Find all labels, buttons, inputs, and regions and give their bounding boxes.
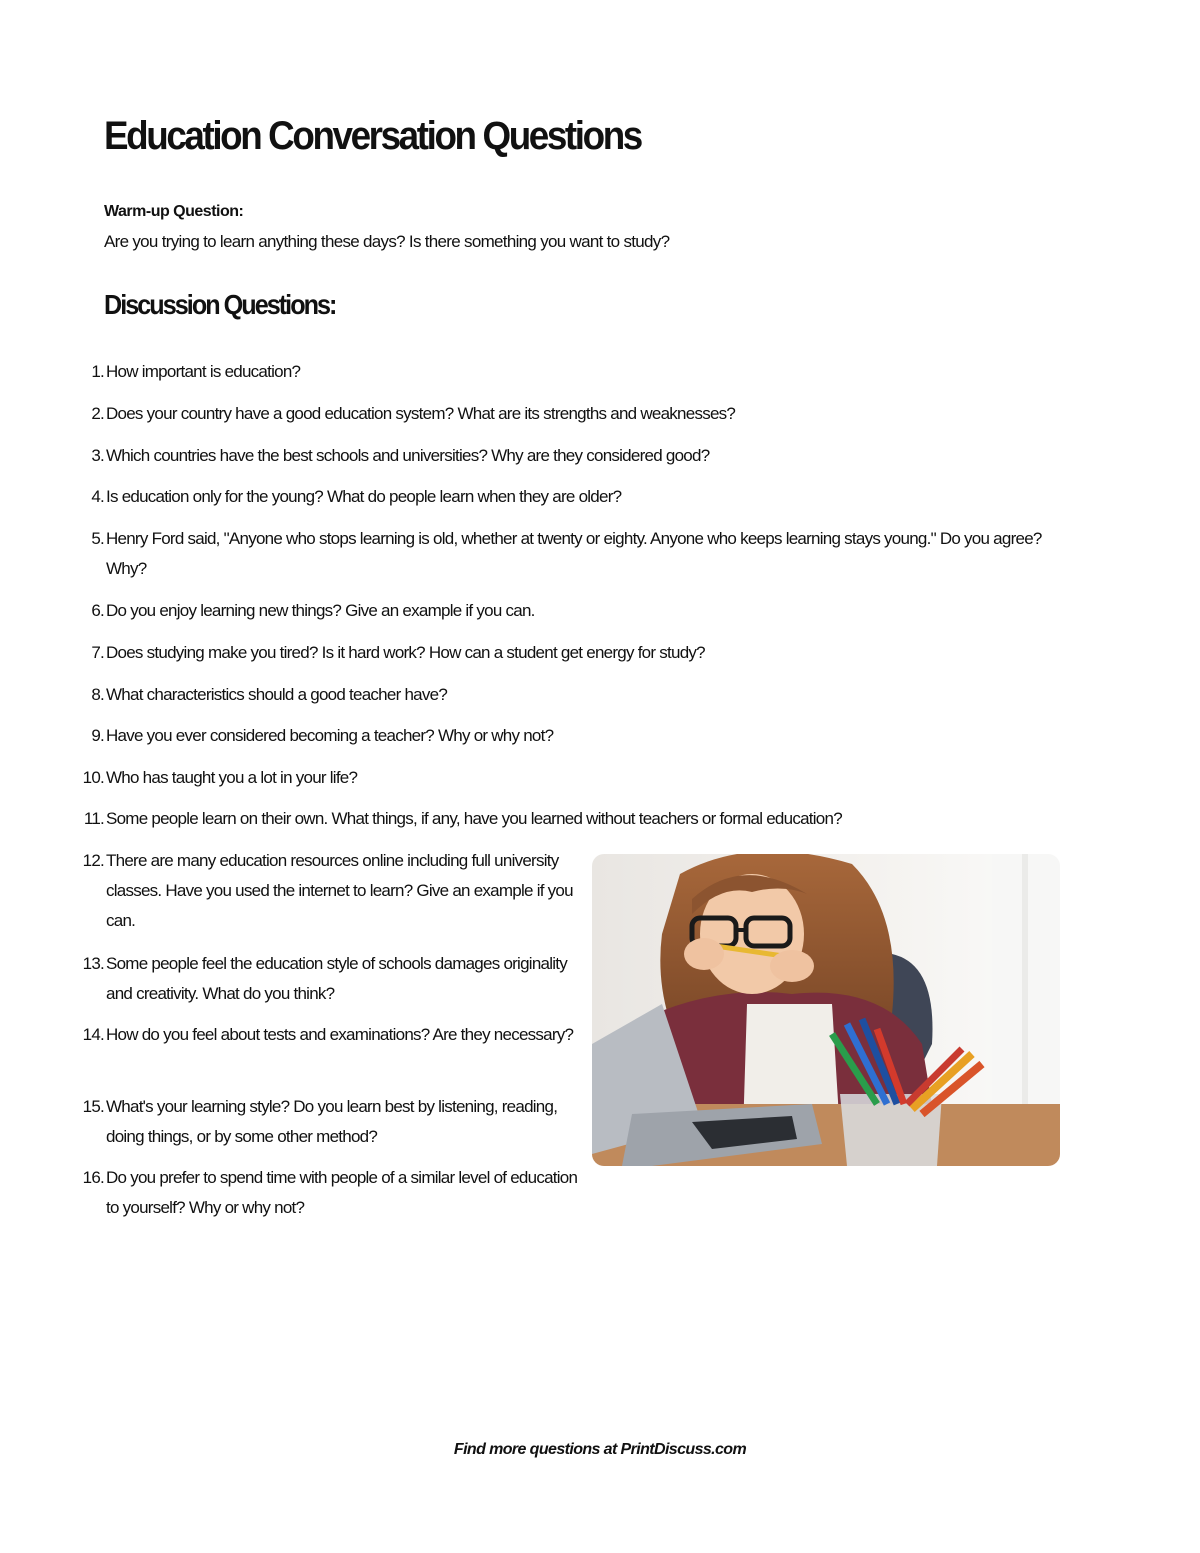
question-item [76,357,1066,387]
question-item [76,1092,582,1152]
question-number: 2. [91,404,104,423]
question-item [76,1020,582,1050]
question-number: 11. [83,809,104,828]
question-text: Do you enjoy learning new things? Give an example if you can. [106,601,535,620]
question-text: Some people feel the education style of schools damages originality and creativity. What do you think? [106,954,568,1003]
footer-note: Find more questions at PrintDiscuss.com [453,1441,747,1458]
question-item [76,482,1066,512]
question-item [76,680,1066,710]
question-text: How do you feel about tests and examinations? Are they necessary? [106,1025,574,1044]
question-number: 14. [82,1025,104,1044]
question-item [76,596,1066,626]
question-number: 6. [91,601,104,620]
question-text: Have you ever considered becoming a teacher? Why or why not? [106,726,554,745]
question-text: Who has taught you a lot in your life? [106,768,358,787]
student-photo [592,854,1060,1166]
question-number: 16. [82,1168,104,1187]
question-number: 5. [91,529,104,548]
question-number: 12. [82,851,104,870]
question-item [76,949,582,1009]
question-number: 9. [91,726,104,745]
question-item [76,804,1066,834]
question-text: What's your learning style? Do you learn best by listening, reading, doing things, or by some other method? [106,1097,558,1146]
question-number: 3. [91,446,104,465]
question-item [76,399,1066,429]
question-number: 13. [82,954,104,973]
question-item [76,763,1066,793]
question-text: Do you prefer to spend time with people of a similar level of education to yourself? Why or why not? [106,1168,578,1217]
question-text: Does studying make you tired? Is it hard work? How can a student get energy for study? [106,643,705,662]
question-number: 10. [82,768,104,787]
question-text: Henry Ford said, "Anyone who stops learning is old, whether at twenty or eighty. Anyone who keeps learning stays young." Do you agree? Why? [106,529,1042,578]
question-number: 15. [82,1097,104,1116]
question-text: What characteristics should a good teacher have? [106,685,448,704]
question-text: There are many education resources online including full university classes. Have you used the internet to learn? Give an example if you can. [106,851,573,930]
question-item [76,1163,582,1223]
page-title: Education Conversation Questions [104,114,641,158]
question-item [76,441,1066,471]
question-item [76,846,582,936]
discussion-heading: Discussion Questions: [104,289,336,320]
question-text: How important is education? [106,362,301,381]
question-number: 7. [91,643,104,662]
question-text: Is education only for the young? What do people learn when they are older? [106,487,622,506]
question-text: Which countries have the best schools and universities? Why are they considered good? [106,446,710,465]
warmup-label: Warm-up Question: [104,203,244,220]
question-number: 4. [91,487,104,506]
question-number: 8. [91,685,104,704]
question-text: Does your country have a good education system? What are its strengths and weaknesses? [106,404,736,423]
question-item [76,721,1066,751]
warmup-question: Are you trying to learn anything these days? Is there something you want to study? [104,232,670,251]
question-item [76,638,1066,668]
question-text: Some people learn on their own. What things, if any, have you learned without teachers or formal education? [106,809,842,828]
question-number: 1. [91,362,104,381]
question-item [76,524,1066,584]
